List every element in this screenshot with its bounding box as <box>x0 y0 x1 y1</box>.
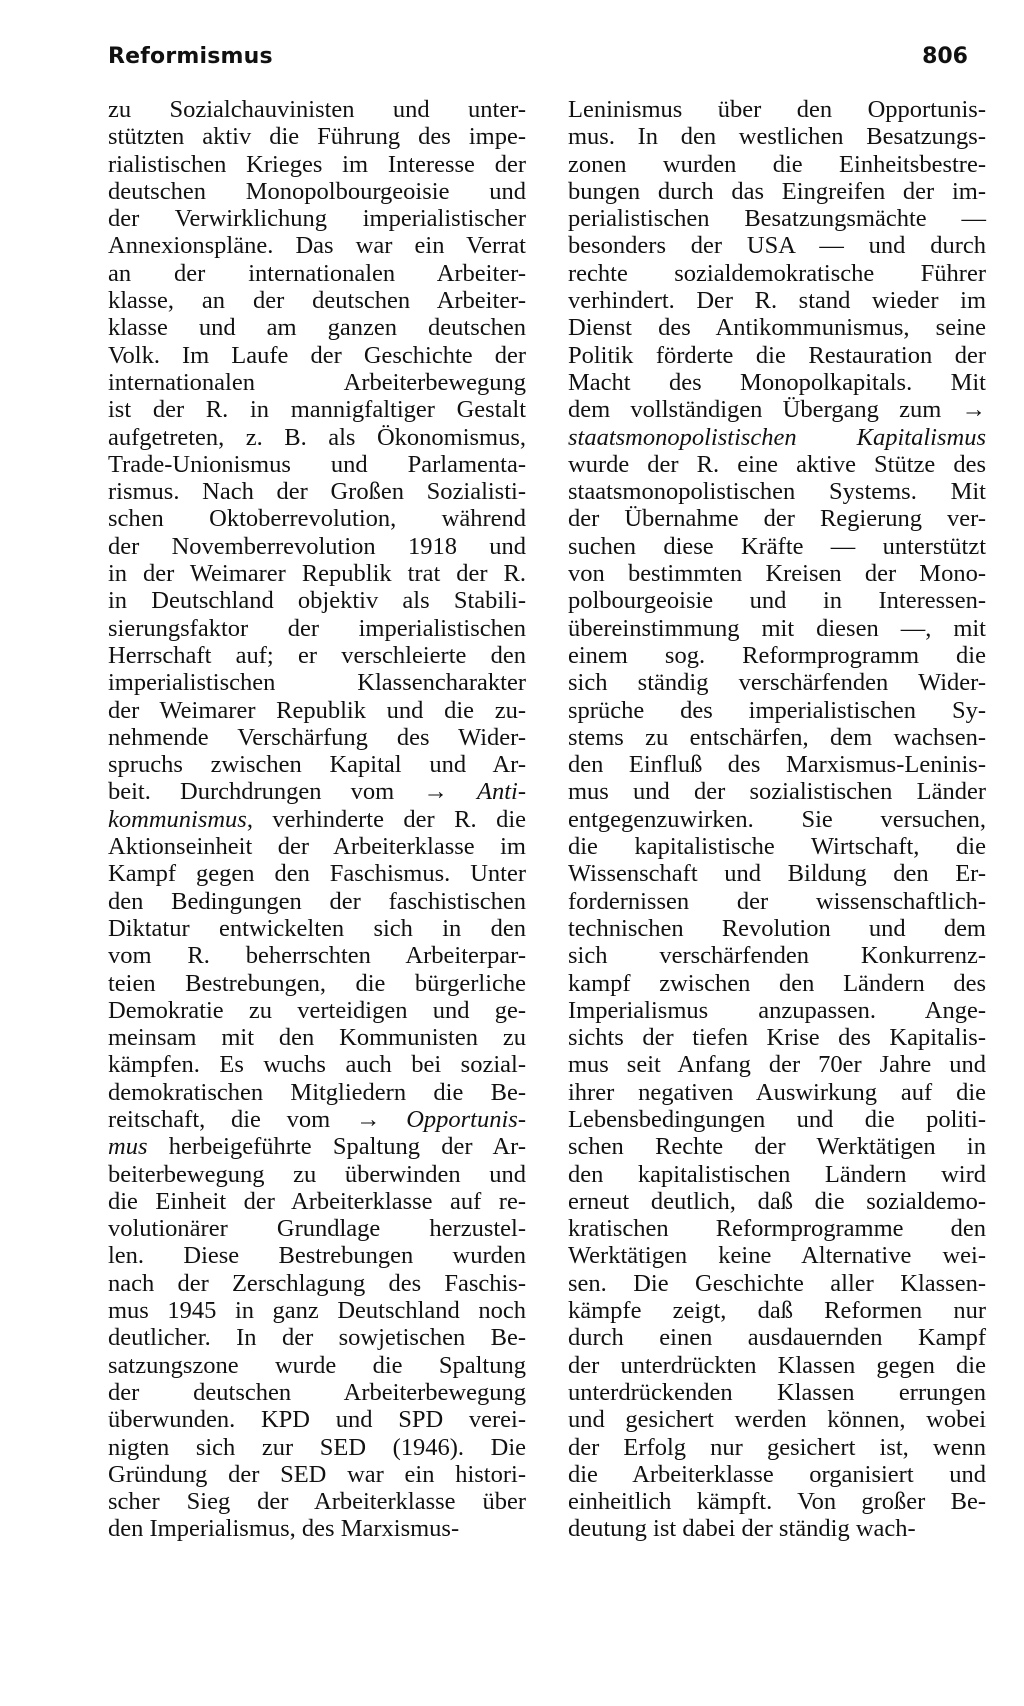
text-line: stems zu entschärfen, dem wachsen- <box>568 723 986 751</box>
text-line: nigten sich zur SED (1946). Die <box>108 1433 526 1461</box>
text-line: und gesichert werden können, wobei <box>568 1406 986 1434</box>
text-line: deutschen Monopolbourgeoisie und <box>108 177 526 205</box>
text-line: stützten aktiv die Führung des impe- <box>108 123 526 151</box>
text-line: dem vollständigen Übergang zum → <box>568 396 986 424</box>
text-line: Volk. Im Laufe der Geschichte der <box>108 341 526 369</box>
text-line: bungen durch das Eingreifen der im- <box>568 177 986 205</box>
text-line: der Novemberrevolution 1918 und <box>108 532 526 560</box>
text-line: beiterbewegung zu überwinden und <box>108 1160 526 1188</box>
text-line: besonders der USA — und durch <box>568 232 986 260</box>
page-number: 806 <box>922 44 968 69</box>
text-line: mus. In den westlichen Besatzungs- <box>568 123 986 151</box>
text-line: sprüche des imperialistischen Sy- <box>568 696 986 724</box>
text-line: entgegenzuwirken. Sie versuchen, <box>568 805 986 833</box>
text-line: ihrer negativen Auswirkung auf die <box>568 1078 986 1106</box>
text-line: den Bedingungen der faschistischen <box>108 887 526 915</box>
text-line: sich ständig verschärfenden Wider- <box>568 669 986 697</box>
text-line: klasse, an der deutschen Arbeiter- <box>108 287 526 315</box>
text-line: imperialistischen Klassencharakter <box>108 669 526 697</box>
text-line: den Imperialismus, des Marxismus- <box>108 1515 460 1543</box>
text-line: vom R. beherrschten Arbeiterpar- <box>108 942 526 970</box>
text-line: die Einheit der Arbeiterklasse auf re- <box>108 1187 526 1215</box>
text-line: mus seit Anfang der 70er Jahre und <box>568 1051 986 1079</box>
text-line: der Verwirklichung imperialistischer <box>108 205 526 233</box>
text-line: sierungsfaktor der imperialistischen <box>108 614 526 642</box>
text-line: sen. Die Geschichte aller Klassen- <box>568 1269 986 1297</box>
text-line: beit. Durchdrungen vom → Anti- <box>108 778 526 806</box>
page-header <box>108 44 984 78</box>
text-line: kampf zwischen den Ländern des <box>568 969 986 997</box>
text-line: mus und der sozialistischen Länder <box>568 778 986 806</box>
text-line: fordernissen der wissenschaftlich- <box>568 887 986 915</box>
text-line: demokratischen Mitgliedern die Be- <box>108 1078 526 1106</box>
text-line: staatsmonopolistischen Systems. Mit <box>568 478 986 506</box>
text-line: kratischen Reformprogramme den <box>568 1215 986 1243</box>
text-line: übereinstimmung mit diesen —, mit <box>568 614 986 642</box>
text-line: kämpfe zeigt, daß Reformen nur <box>568 1297 986 1325</box>
text-line: überwunden. KPD und SPD verei- <box>108 1406 526 1434</box>
text-line: einheitlich kämpft. Von großer Be- <box>568 1488 986 1516</box>
text-line: der unterdrückten Klassen gegen die <box>568 1351 986 1379</box>
text-line: Diktatur entwickelten sich in den <box>108 914 526 942</box>
text-line: Kampf gegen den Faschismus. Unter <box>108 860 526 888</box>
text-line: deutung ist dabei der ständig wach- <box>568 1515 916 1543</box>
text-line: der Weimarer Republik und die zu- <box>108 696 526 724</box>
text-line: kommunismus, verhinderte der R. die <box>108 805 526 833</box>
text-line: spruchs zwischen Kapital und Ar- <box>108 751 526 779</box>
text-line: unterdrückenden Klassen errungen <box>568 1378 986 1406</box>
text-line: rialistischen Krieges im Interesse der <box>108 150 526 178</box>
text-line: aufgetreten, z. B. als Ökonomismus, <box>108 423 526 451</box>
text-line: Aktionseinheit der Arbeiterklasse im <box>108 833 526 861</box>
text-line: mus herbeigeführte Spaltung der Ar- <box>108 1133 526 1161</box>
text-line: schen Rechte der Werktätigen in <box>568 1133 986 1161</box>
text-line: der deutschen Arbeiterbewegung <box>108 1378 526 1406</box>
text-line: internationalen Arbeiterbewegung <box>108 368 526 396</box>
text-line: der Übernahme der Regierung ver- <box>568 505 986 533</box>
text-line: wurde der R. eine aktive Stütze des <box>568 450 986 478</box>
text-line: Herrschaft auf; er verschleierte den <box>108 641 526 669</box>
text-line: meinsam mit den Kommunisten zu <box>108 1024 526 1052</box>
text-line: nehmende Verschärfung des Wider- <box>108 723 526 751</box>
text-line: den kapitalistischen Ländern wird <box>568 1160 986 1188</box>
text-line: klasse und am ganzen deutschen <box>108 314 526 342</box>
text-line: nach der Zerschlagung des Faschis- <box>108 1269 526 1297</box>
left-text-column <box>108 96 526 1543</box>
text-line: in der Weimarer Republik trat der R. <box>108 560 526 588</box>
text-line: Leninismus über den Opportunis- <box>568 96 986 123</box>
text-line: teien Bestrebungen, die bürgerliche <box>108 969 526 997</box>
text-line: schen Oktoberrevolution, während <box>108 505 526 533</box>
text-line: den Einfluß des Marxismus-Leninis- <box>568 751 986 779</box>
text-line: kämpfen. Es wuchs auch bei sozial- <box>108 1051 526 1079</box>
text-line: scher Sieg der Arbeiterklasse über <box>108 1488 526 1516</box>
text-line: reitschaft, die vom → Opportunis- <box>108 1105 526 1133</box>
text-line: Imperialismus anzupassen. Ange- <box>568 996 986 1024</box>
text-line: die kapitalistische Wirtschaft, die <box>568 833 986 861</box>
text-line: Dienst des Antikommunismus, seine <box>568 314 986 342</box>
text-line: rismus. Nach der Großen Sozialisti- <box>108 478 526 506</box>
text-line: Werktätigen keine Alternative wei- <box>568 1242 986 1270</box>
text-line: sich verschärfenden Konkurrenz- <box>568 942 986 970</box>
text-line: technischen Revolution und dem <box>568 914 986 942</box>
text-line: deutlicher. In der sowjetischen Be- <box>108 1324 526 1352</box>
text-line: sichts der tiefen Krise des Kapitalis- <box>568 1024 986 1052</box>
text-line: an der internationalen Arbeiter- <box>108 259 526 287</box>
running-head-title: Reformismus <box>108 44 273 69</box>
text-line: ist der R. in mannigfaltiger Gestalt <box>108 396 526 424</box>
text-line: zu Sozialchauvinisten und unter- <box>108 96 526 123</box>
text-line: staatsmonopolistischen Kapitalismus <box>568 423 986 451</box>
text-line: zonen wurden die Einheitsbestre- <box>568 150 986 178</box>
text-line: mus 1945 in ganz Deutschland noch <box>108 1297 526 1325</box>
right-text-column <box>568 96 986 1543</box>
text-line: polbourgeoisie und in Interessen- <box>568 587 986 615</box>
text-line: rechte sozialdemokratische Führer <box>568 259 986 287</box>
text-line: len. Diese Bestrebungen wurden <box>108 1242 526 1270</box>
text-line: verhindert. Der R. stand wieder im <box>568 287 986 315</box>
text-line: die Arbeiterklasse organisiert und <box>568 1460 986 1488</box>
text-line: erneut deutlich, daß die sozialdemo- <box>568 1187 986 1215</box>
text-line: Wissenschaft und Bildung den Er- <box>568 860 986 888</box>
text-line: Gründung der SED war ein histori- <box>108 1460 526 1488</box>
text-line: volutionärer Grundlage herzustel- <box>108 1215 526 1243</box>
text-line: perialistischen Besatzungsmächte — <box>568 205 986 233</box>
text-line: suchen diese Kräfte — unterstützt <box>568 532 986 560</box>
text-line: der Erfolg nur gesichert ist, wenn <box>568 1433 986 1461</box>
text-line: Annexionspläne. Das war ein Verrat <box>108 232 526 260</box>
text-line: satzungszone wurde die Spaltung <box>108 1351 526 1379</box>
text-line: einem sog. Reformprogramm die <box>568 641 986 669</box>
text-line: Macht des Monopolkapitals. Mit <box>568 368 986 396</box>
text-line: in Deutschland objektiv als Stabili- <box>108 587 526 615</box>
text-line: Demokratie zu verteidigen und ge- <box>108 996 526 1024</box>
text-line: durch einen ausdauernden Kampf <box>568 1324 986 1352</box>
text-line: Politik förderte die Restauration der <box>568 341 986 369</box>
text-line: von bestimmten Kreisen der Mono- <box>568 560 986 588</box>
text-line: Lebensbedingungen und die politi- <box>568 1105 986 1133</box>
text-line: Trade-Unionismus und Parlamenta- <box>108 450 526 478</box>
